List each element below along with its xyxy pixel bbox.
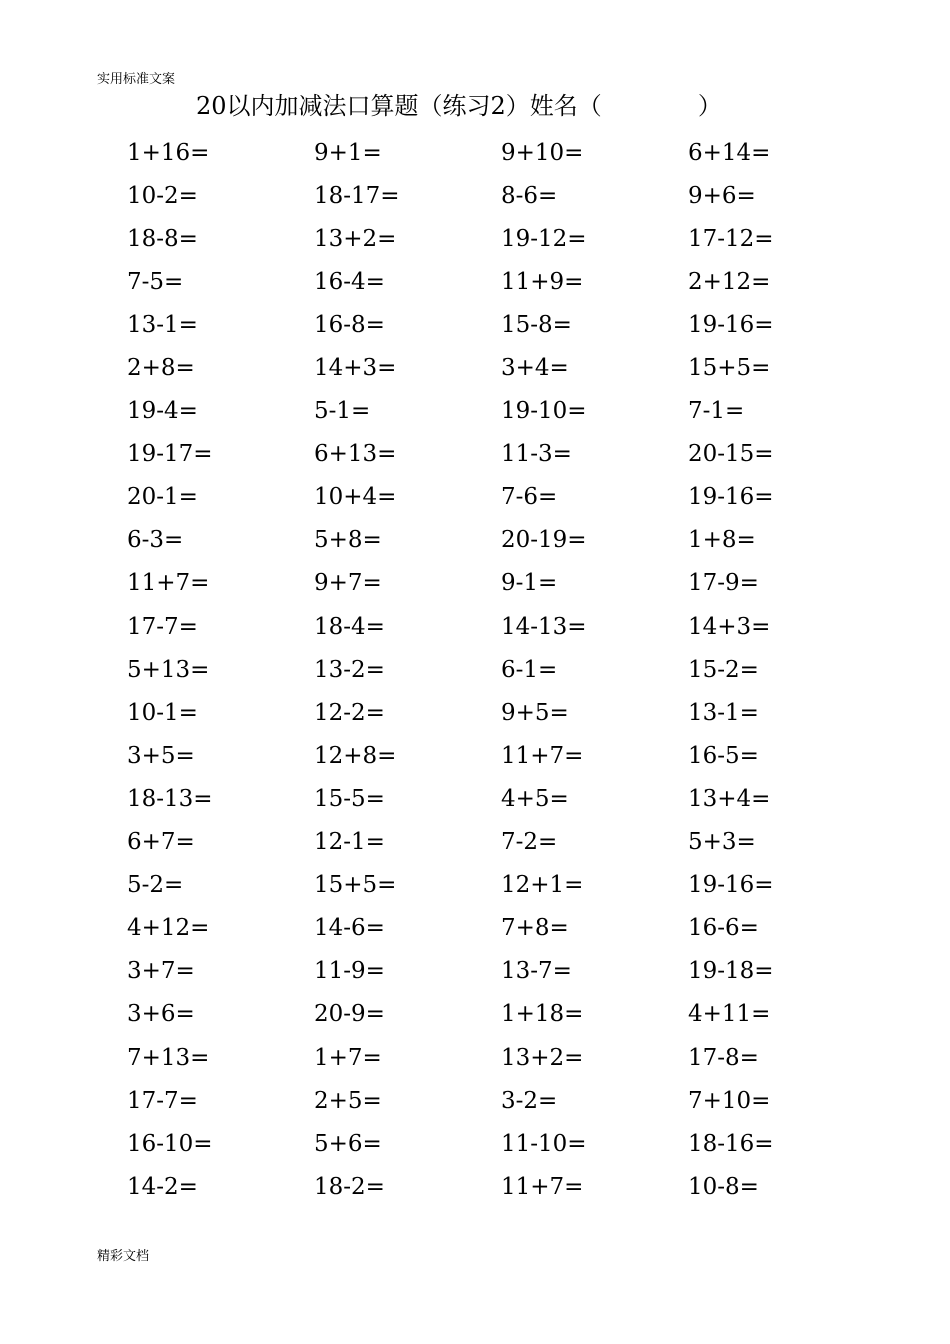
problem-cell: 18-17=: [314, 182, 400, 209]
problem-cell: 20-9=: [314, 1001, 385, 1028]
page-footer-label: 精彩文档: [97, 1249, 150, 1264]
problem-cell: 7-1=: [688, 398, 745, 425]
problem-cell: 10-2=: [127, 182, 198, 209]
problem-cell: 7+8=: [501, 915, 569, 942]
problem-cell: 14-6=: [314, 915, 385, 942]
problem-cell: 20-15=: [688, 441, 774, 468]
problem-cell: 13-1=: [688, 699, 759, 726]
problem-cell: 1+16=: [127, 139, 210, 166]
problem-row: [127, 777, 887, 820]
problem-row: [127, 562, 887, 605]
problem-row: [127, 131, 887, 174]
problem-cell: 19-16=: [688, 872, 774, 899]
problem-cell: 4+5=: [501, 785, 569, 812]
problem-row: [127, 950, 887, 993]
worksheet-title-close: ）: [697, 92, 722, 120]
problem-cell: 7-5=: [127, 268, 184, 295]
problem-cell: 15+5=: [688, 355, 771, 382]
problem-cell: 2+5=: [314, 1087, 382, 1114]
problem-cell: 9+10=: [501, 139, 584, 166]
problem-cell: 5-1=: [314, 398, 371, 425]
problem-cell: 20-19=: [501, 527, 587, 554]
problem-cell: 13+4=: [688, 785, 771, 812]
problem-cell: 9-1=: [501, 570, 558, 597]
problem-row: [127, 1079, 887, 1122]
problem-cell: 12+1=: [501, 872, 584, 899]
problem-cell: 17-7=: [127, 613, 198, 640]
problem-row: [127, 260, 887, 303]
problem-row: [127, 476, 887, 519]
problem-cell: 18-2=: [314, 1173, 385, 1200]
problem-cell: 13-2=: [314, 656, 385, 683]
problem-cell: 1+18=: [501, 1001, 584, 1028]
problem-row: [127, 1165, 887, 1208]
problem-cell: 10+4=: [314, 484, 397, 511]
problem-cell: 3-2=: [501, 1087, 558, 1114]
problem-cell: 5+8=: [314, 527, 382, 554]
problem-cell: 1+7=: [314, 1044, 382, 1071]
problem-cell: 19-12=: [501, 225, 587, 252]
problem-cell: 15-5=: [314, 785, 385, 812]
problem-cell: 13+2=: [501, 1044, 584, 1071]
problem-cell: 11+7=: [501, 1173, 584, 1200]
problem-cell: 13-7=: [501, 958, 572, 985]
problem-cell: 6-1=: [501, 656, 558, 683]
problem-cell: 19-18=: [688, 958, 774, 985]
problem-row: [127, 174, 887, 217]
problem-row: [127, 734, 887, 777]
problem-cell: 9+1=: [314, 139, 382, 166]
problem-cell: 18-8=: [127, 225, 198, 252]
problem-cell: 15+5=: [314, 872, 397, 899]
problem-cell: 16-4=: [314, 268, 385, 295]
problem-cell: 6+7=: [127, 829, 195, 856]
problem-row: [127, 993, 887, 1036]
problem-cell: 14+3=: [314, 355, 397, 382]
problem-cell: 7+13=: [127, 1044, 210, 1071]
worksheet-title-text: 20以内加减法口算题（练习2）姓名（: [196, 92, 602, 120]
problem-cell: 3+6=: [127, 1001, 195, 1028]
problem-cell: 12-2=: [314, 699, 385, 726]
problem-row: [127, 691, 887, 734]
problem-cell: 14-2=: [127, 1173, 198, 1200]
problem-row: [127, 1036, 887, 1079]
problem-cell: 6+13=: [314, 441, 397, 468]
problem-row: [127, 648, 887, 691]
problem-cell: 5+3=: [688, 829, 756, 856]
problem-cell: 14-13=: [501, 613, 587, 640]
problem-cell: 4+11=: [688, 1001, 771, 1028]
problem-cell: 19-16=: [688, 484, 774, 511]
problem-row: [127, 605, 887, 648]
problem-cell: 11-9=: [314, 958, 385, 985]
problem-cell: 9+6=: [688, 182, 756, 209]
problem-cell: 5+13=: [127, 656, 210, 683]
problem-cell: 19-10=: [501, 398, 587, 425]
problem-row: [127, 519, 887, 562]
problem-row: [127, 346, 887, 389]
problem-cell: 19-4=: [127, 398, 198, 425]
problem-row: [127, 1122, 887, 1165]
problem-cell: 19-16=: [688, 311, 774, 338]
problem-cell: 9+7=: [314, 570, 382, 597]
problem-cell: 10-8=: [688, 1173, 759, 1200]
problem-cell: 13-1=: [127, 311, 198, 338]
problem-cell: 9+5=: [501, 699, 569, 726]
problem-cell: 20-1=: [127, 484, 198, 511]
problem-cell: 17-9=: [688, 570, 759, 597]
problem-cell: 5-2=: [127, 872, 184, 899]
page-header-label: 实用标准文案: [97, 72, 176, 87]
problem-cell: 12+8=: [314, 742, 397, 769]
problem-cell: 3+5=: [127, 742, 195, 769]
problem-cell: 11+7=: [501, 742, 584, 769]
problem-cell: 10-1=: [127, 699, 198, 726]
problem-cell: 6-3=: [127, 527, 184, 554]
problem-cell: 7+10=: [688, 1087, 771, 1114]
problem-cell: 11+7=: [127, 570, 210, 597]
problem-cell: 11-3=: [501, 441, 572, 468]
problem-cell: 8-6=: [501, 182, 558, 209]
problem-cell: 19-17=: [127, 441, 213, 468]
problem-cell: 11-10=: [501, 1130, 587, 1157]
worksheet-title: [196, 90, 722, 122]
problem-cell: 3+7=: [127, 958, 195, 985]
problem-cell: 16-5=: [688, 742, 759, 769]
problem-cell: 13+2=: [314, 225, 397, 252]
problem-grid: [127, 131, 887, 1208]
problem-cell: 14+3=: [688, 613, 771, 640]
problem-cell: 7-6=: [501, 484, 558, 511]
problem-row: [127, 821, 887, 864]
problem-cell: 11+9=: [501, 268, 584, 295]
problem-cell: 16-8=: [314, 311, 385, 338]
problem-cell: 12-1=: [314, 829, 385, 856]
problem-row: [127, 433, 887, 476]
problem-cell: 15-2=: [688, 656, 759, 683]
problem-row: [127, 864, 887, 907]
problem-cell: 6+14=: [688, 139, 771, 166]
problem-row: [127, 907, 887, 950]
problem-row: [127, 303, 887, 346]
problem-row: [127, 217, 887, 260]
problem-cell: 17-12=: [688, 225, 774, 252]
problem-cell: 15-8=: [501, 311, 572, 338]
problem-cell: 16-10=: [127, 1130, 213, 1157]
problem-cell: 18-16=: [688, 1130, 774, 1157]
problem-cell: 18-13=: [127, 785, 213, 812]
problem-cell: 1+8=: [688, 527, 756, 554]
problem-cell: 2+8=: [127, 355, 195, 382]
problem-cell: 16-6=: [688, 915, 759, 942]
problem-cell: 18-4=: [314, 613, 385, 640]
problem-cell: 17-8=: [688, 1044, 759, 1071]
problem-cell: 17-7=: [127, 1087, 198, 1114]
problem-cell: 5+6=: [314, 1130, 382, 1157]
problem-cell: 7-2=: [501, 829, 558, 856]
problem-cell: 3+4=: [501, 355, 569, 382]
problem-cell: 2+12=: [688, 268, 771, 295]
problem-row: [127, 390, 887, 433]
problem-cell: 4+12=: [127, 915, 210, 942]
